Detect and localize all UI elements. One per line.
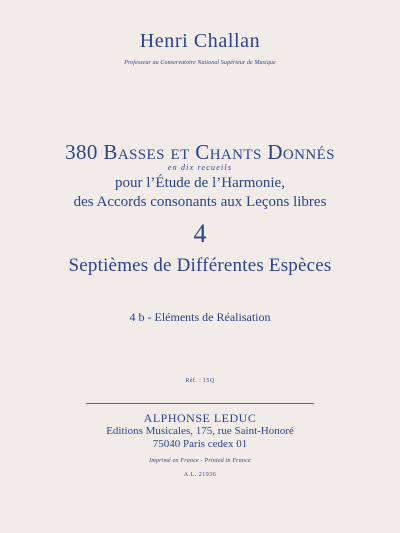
collection-note: en dix recueils xyxy=(167,163,233,172)
publisher-address-1: Editions Musicales, 175, rue Saint-Honoré xyxy=(106,425,294,437)
volume-title: Septièmes de Différentes Espèces xyxy=(68,255,332,276)
author-role: Professeur au Conservatoire National Supérieur de Musique xyxy=(124,60,276,66)
publisher-address-2: 75040 Paris cedex 01 xyxy=(152,438,248,450)
description-line-1: pour l’Étude de l’Harmonie, xyxy=(115,175,285,191)
description-line-2: des Accords consonants aux Leçons libres xyxy=(73,194,327,210)
volume-number: 4 xyxy=(193,219,207,248)
main-title: 380 Basses et Chants Donnés xyxy=(65,140,335,164)
publisher-name: ALPHONSE LEDUC xyxy=(143,411,257,425)
printed-in: Imprimé en France - Printed in France xyxy=(149,458,251,464)
divider-rule xyxy=(86,403,314,404)
volume-part: 4 b - Eléments de Réalisation xyxy=(129,310,271,324)
catalog-code: A.L. 21936 xyxy=(183,472,217,478)
reference-number: Réf. : 15Q xyxy=(185,378,215,384)
author-name: Henri Challan xyxy=(139,30,261,52)
